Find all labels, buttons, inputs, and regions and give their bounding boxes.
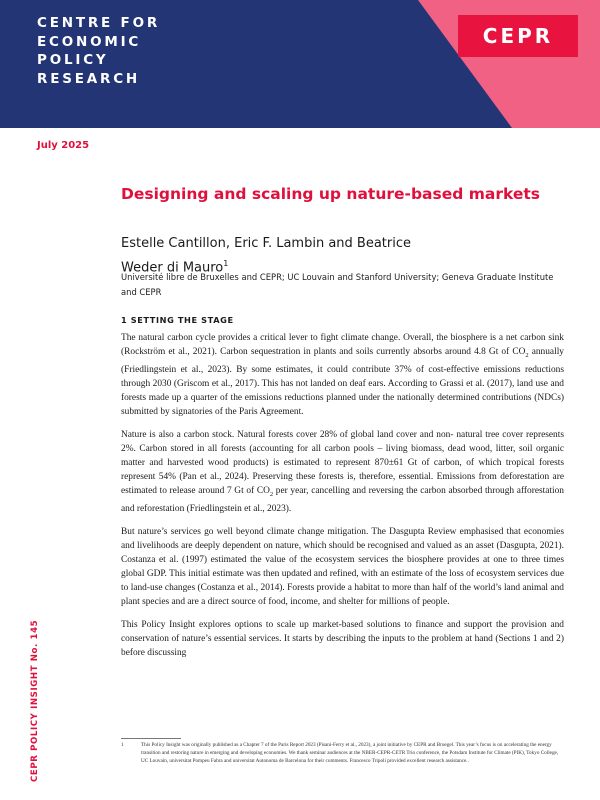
footnote [121,742,564,765]
cepr-logo-text: CEPR [482,24,554,48]
body-text [121,331,564,669]
footnote-number: 1 [121,742,124,748]
subscript: 2 [525,351,529,359]
paper-title: Designing and scaling up nature-based markets [121,185,541,203]
cepr-logo [458,15,578,57]
paragraph-text: Nature is also a carbon stock. Natural forests cover 28% of global land cover and non- natural tree cover represents 2%. Carbon stored in all forests (accounting for all carbon pools – living biomass, dead wood, litter, soil organic matter and harvested wood products) is estimated to represent 870±61 Gt of carbon, of which tropical forests represent 54% (Pan et al., 2024). Preserving these forests is, therefore, essential. Emissions from deforestation are estimated to release around 7 Gt of CO [121,429,564,497]
paragraph-text: per year, cancelling and reversing the carbon absorbed through afforestation and reforestation (Friedlingstein et al., 2023). [121,486,564,515]
subscript: 2 [269,491,274,499]
section-heading: 1 SETTING THE STAGE [121,315,234,325]
header-band [0,0,600,128]
author-footnote-mark: 1 [223,259,229,268]
paragraph-text: This Policy Insight explores options to scale up market-based solutions to finance and support the provision and conservation of nature’s essential services. It starts by describing the inputs to the problem at hand (Sections 1 and 2) before discussing [121,619,564,659]
author-names: Estelle Cantillon, Eric F. Lambin and Beatrice Weder di Mauro [121,236,411,276]
paragraph-text: But nature’s services go well beyond climate change mitigation. The Dasgupta Review emphasised that economies and livelihoods are deeply dependent on nature, which should be recognised and valued as an asset (Dasgupta, 2021). Costanza et al. (1997) estimated the value of the ecosystem services the biosphere provides at one to three times global GDP. This initial estimate was then updated and refined, with an estimate of the loss of ecosystem services due to land-use changes (Costanza et al., 2014). Forests provide a habitat to more than half of the world’s land animal and plant species and are a direct source of food, income, and shelter for millions of people. [121,526,564,608]
author-affiliations: Université libre de Bruxelles and CEPR; UC Louvain and Stanford University; Geneva Graduate Institute and CEPR [121,272,554,297]
paragraph-text: The natural carbon cycle provides a critical lever to fight climate change. Overall, the biosphere is a net carbon sink (Rockström et al., 2021). Carbon sequestration in plants and soils currently absorbs around 4.8 Gt of CO [121,333,564,358]
footnote-text: This Policy Insight was originally published as a Chapter 7 of the Paris Report 2023 (Pisani-Ferry et al., 2023), a joint initiative by CEPR and Bruegel. This year’s focus is on accelerating the energy transition and restoring nature in emerging and developing economies. We thank seminar audiences at the NBER-CEPR-CETR Trio conference, the Potsdam Institute for Climate (PIK), Tokyo College, UC Louvain, universitat Pompeu Fabra and universitat Autonoma de Barcelona for their comments. Francesco Tripoli provided excellent research assistance.. [141,742,559,764]
footnote-rule [121,738,181,739]
paragraph [121,618,564,660]
paragraph [121,525,564,610]
paragraph-text: annually (Friedlingstein et al., 2023). By some estimates, it could contribute 37% of cost-effective emissions reductions through 2030 (Griscom et al., 2017). This has not landed on deaf ears. According to Grassi et al. (2017), land use and forests made up a quarter of the emissions reductions planned under the nationally determined contributions (NDCs) submitted by signatories of the Paris Agreement. [121,347,564,418]
org-name: CENTRE FOR ECONOMIC POLICY RESEARCH [37,15,161,87]
paragraph [121,331,564,419]
publication-date: July 2025 [37,140,90,151]
series-side-label: CEPR POLICY INSIGHT No. 145 [30,619,40,782]
paragraph [121,428,564,516]
